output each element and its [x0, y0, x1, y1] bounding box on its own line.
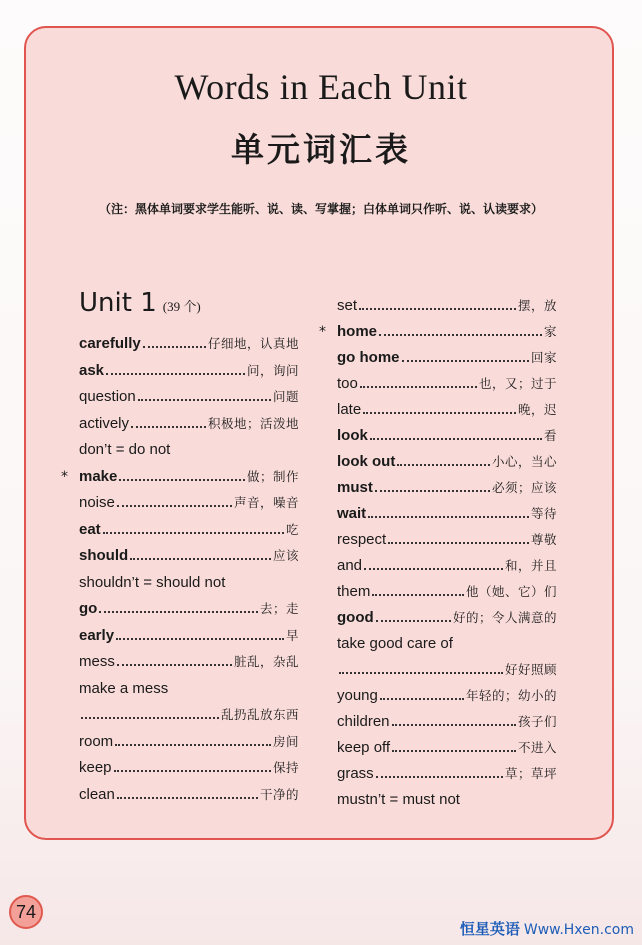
- entry-meaning: 摆，放: [517, 298, 557, 313]
- dot-leader: [363, 412, 516, 414]
- watermark: [460, 918, 634, 939]
- entry-meaning: 必须；应该: [491, 480, 557, 495]
- dot-leader: [143, 346, 206, 348]
- dot-leader: [397, 464, 490, 466]
- word-entry: [79, 729, 299, 756]
- dot-leader: [81, 717, 219, 719]
- entry-meaning: 早: [285, 627, 299, 643]
- word-entry: [79, 331, 299, 358]
- page-number: 74: [9, 895, 43, 929]
- dot-leader: [370, 438, 542, 440]
- dot-leader: [376, 776, 503, 778]
- word-entry: [79, 676, 299, 703]
- word-entry: [337, 579, 557, 605]
- dot-leader: [115, 744, 271, 746]
- dot-leader: [114, 770, 271, 772]
- entry-word: mustn’t = must not: [337, 791, 460, 808]
- dot-leader: [380, 698, 464, 700]
- entry-word: go: [79, 600, 98, 617]
- dot-leader: [364, 568, 503, 570]
- word-entry: [79, 358, 299, 385]
- entry-meaning: 孩子们: [517, 714, 557, 729]
- entry-meaning: 晚，迟: [517, 402, 557, 417]
- entry-meaning: 草；草坪: [504, 766, 557, 781]
- entry-word: clean: [79, 785, 115, 803]
- word-entry: [61, 464, 299, 491]
- entry-meaning: 应该: [272, 548, 299, 563]
- right-word-column: [319, 293, 557, 813]
- entry-meaning: 和，并且: [504, 558, 557, 573]
- entry-word: set: [337, 297, 358, 314]
- dot-leader: [119, 479, 245, 481]
- word-entry: [79, 517, 299, 544]
- entry-word: don’t = do not: [79, 441, 171, 458]
- word-entry: [337, 293, 557, 319]
- entry-word: good: [337, 609, 374, 626]
- word-entry: [337, 735, 557, 761]
- entry-meaning: 好的；令人满意的: [452, 610, 557, 625]
- entry-word: and: [337, 557, 363, 574]
- dot-leader: [116, 638, 284, 640]
- word-entry: [337, 501, 557, 527]
- entry-meaning: 不进入: [517, 740, 557, 755]
- entry-word: late: [337, 401, 362, 418]
- word-entry: [79, 411, 299, 438]
- entry-word: must: [337, 479, 373, 496]
- word-entry: [79, 490, 299, 517]
- word-entry: [337, 553, 557, 579]
- entry-meaning: 他（她、它）们: [465, 584, 557, 599]
- word-entry: [337, 631, 557, 657]
- dot-leader: [117, 505, 232, 507]
- entry-word: home: [337, 323, 378, 340]
- entry-word: keep off: [337, 739, 391, 756]
- dot-leader: [368, 516, 529, 518]
- word-entry: [337, 423, 557, 449]
- entry-meaning: 也，又；过于: [478, 376, 557, 391]
- entry-meaning: 做；制作: [246, 468, 299, 484]
- word-entry: [79, 437, 299, 464]
- entry-meaning: 家: [543, 324, 557, 339]
- word-entry: [79, 384, 299, 411]
- word-entry: [337, 761, 557, 787]
- entry-word: them: [337, 583, 371, 600]
- entry-meaning: 小心，当心: [491, 454, 557, 469]
- entry-word: room: [79, 732, 114, 750]
- unit-word-count: (39 个): [162, 299, 201, 314]
- entry-word: go home: [337, 349, 400, 366]
- entry-word: eat: [79, 520, 101, 538]
- entry-word: early: [79, 626, 115, 644]
- entry-meaning: 回家: [530, 350, 557, 365]
- word-entry: [337, 475, 557, 501]
- entry-meaning: 声音，噪音: [233, 495, 299, 510]
- entry-word: look: [337, 427, 368, 444]
- watermark-url: Www.Hxen.com: [523, 922, 634, 938]
- dot-leader: [103, 532, 284, 534]
- usage-note: （注：黑体单词要求学生能听、说、读、写掌握；白体单词只作听、说、认读要求）: [98, 202, 543, 216]
- dot-leader: [130, 558, 271, 560]
- dot-leader: [117, 797, 258, 799]
- star-marker: *: [61, 468, 68, 485]
- entry-word: carefully: [79, 335, 141, 352]
- word-entry: [337, 397, 557, 423]
- entry-meaning: 吃: [285, 521, 299, 537]
- entry-word: look out: [337, 453, 396, 470]
- entry-word: children: [337, 713, 390, 730]
- dot-leader: [375, 490, 490, 492]
- word-entry: [337, 371, 557, 397]
- entry-word: too: [337, 375, 358, 392]
- entry-word: actively: [79, 414, 130, 432]
- entry-meaning: 年轻的；幼小的: [465, 688, 557, 703]
- dot-leader: [379, 334, 542, 336]
- word-entry: [79, 649, 299, 676]
- entry-word: wait: [337, 505, 367, 522]
- entry-word: young: [337, 687, 378, 704]
- entry-meaning: 看: [543, 428, 557, 443]
- watermark-brand: 恒星英语: [459, 920, 520, 938]
- word-entry: [337, 657, 557, 683]
- word-entry: [79, 702, 299, 729]
- dot-leader: [360, 386, 477, 388]
- dot-leader: [376, 620, 451, 622]
- dot-leader: [392, 724, 516, 726]
- entry-word: make a mess: [79, 679, 169, 697]
- entry-word: noise: [79, 494, 115, 511]
- entry-word: grass: [337, 765, 374, 782]
- entry-meaning: 脏乱，杂乱: [233, 654, 299, 669]
- word-entry: [79, 543, 299, 570]
- unit-name: Unit 1: [79, 288, 157, 318]
- word-entry: [337, 527, 557, 553]
- entry-meaning: 等待: [530, 506, 557, 521]
- entry-meaning: 积极地；活泼地: [207, 415, 299, 431]
- entry-meaning: 问题: [272, 389, 299, 404]
- unit-heading: [79, 288, 201, 318]
- title-english: Words in Each Unit: [174, 67, 468, 107]
- title-chinese: 单元词汇表: [231, 130, 411, 169]
- entry-word: respect: [337, 531, 387, 548]
- entry-word: ask: [79, 361, 105, 379]
- dot-leader: [402, 360, 529, 362]
- entry-meaning: 尊敬: [530, 532, 557, 547]
- entry-word: should: [79, 547, 129, 564]
- entry-meaning: 仔细地，认真地: [207, 336, 299, 351]
- word-entry: [337, 605, 557, 631]
- entry-meaning: 保持: [272, 760, 299, 775]
- dot-leader: [106, 373, 245, 375]
- entry-meaning: 干净的: [259, 786, 299, 802]
- dot-leader: [388, 542, 529, 544]
- star-marker: *: [319, 324, 326, 340]
- dot-leader: [99, 611, 258, 613]
- word-entry: [319, 319, 557, 345]
- entry-meaning: 问，询问: [246, 362, 299, 378]
- word-entry: [79, 623, 299, 650]
- entry-meaning: 乱扔乱放东西: [220, 707, 299, 722]
- entry-word: shouldn’t = should not: [79, 573, 226, 591]
- dot-leader: [392, 750, 516, 752]
- word-entry: [337, 683, 557, 709]
- entry-word: make: [79, 467, 118, 485]
- word-entry: [337, 709, 557, 735]
- word-entry: [79, 755, 299, 782]
- entry-word: take good care of: [337, 635, 453, 652]
- entry-word: question: [79, 388, 136, 405]
- dot-leader: [131, 426, 206, 428]
- dot-leader: [138, 399, 271, 401]
- dot-leader: [359, 308, 516, 310]
- entry-word: mess: [79, 653, 115, 670]
- word-entry: [79, 782, 299, 809]
- word-entry: [337, 449, 557, 475]
- word-entry: [337, 345, 557, 371]
- dot-leader: [372, 594, 464, 596]
- left-word-column: [61, 331, 299, 808]
- entry-word: keep: [79, 759, 112, 776]
- word-entry: [79, 596, 299, 623]
- word-entry: [337, 787, 557, 813]
- dot-leader: [117, 664, 232, 666]
- word-entry: [79, 570, 299, 597]
- entry-meaning: 去；走: [259, 601, 299, 616]
- dot-leader: [339, 672, 503, 674]
- entry-meaning: 好好照顾: [504, 662, 557, 677]
- entry-meaning: 房间: [272, 733, 299, 749]
